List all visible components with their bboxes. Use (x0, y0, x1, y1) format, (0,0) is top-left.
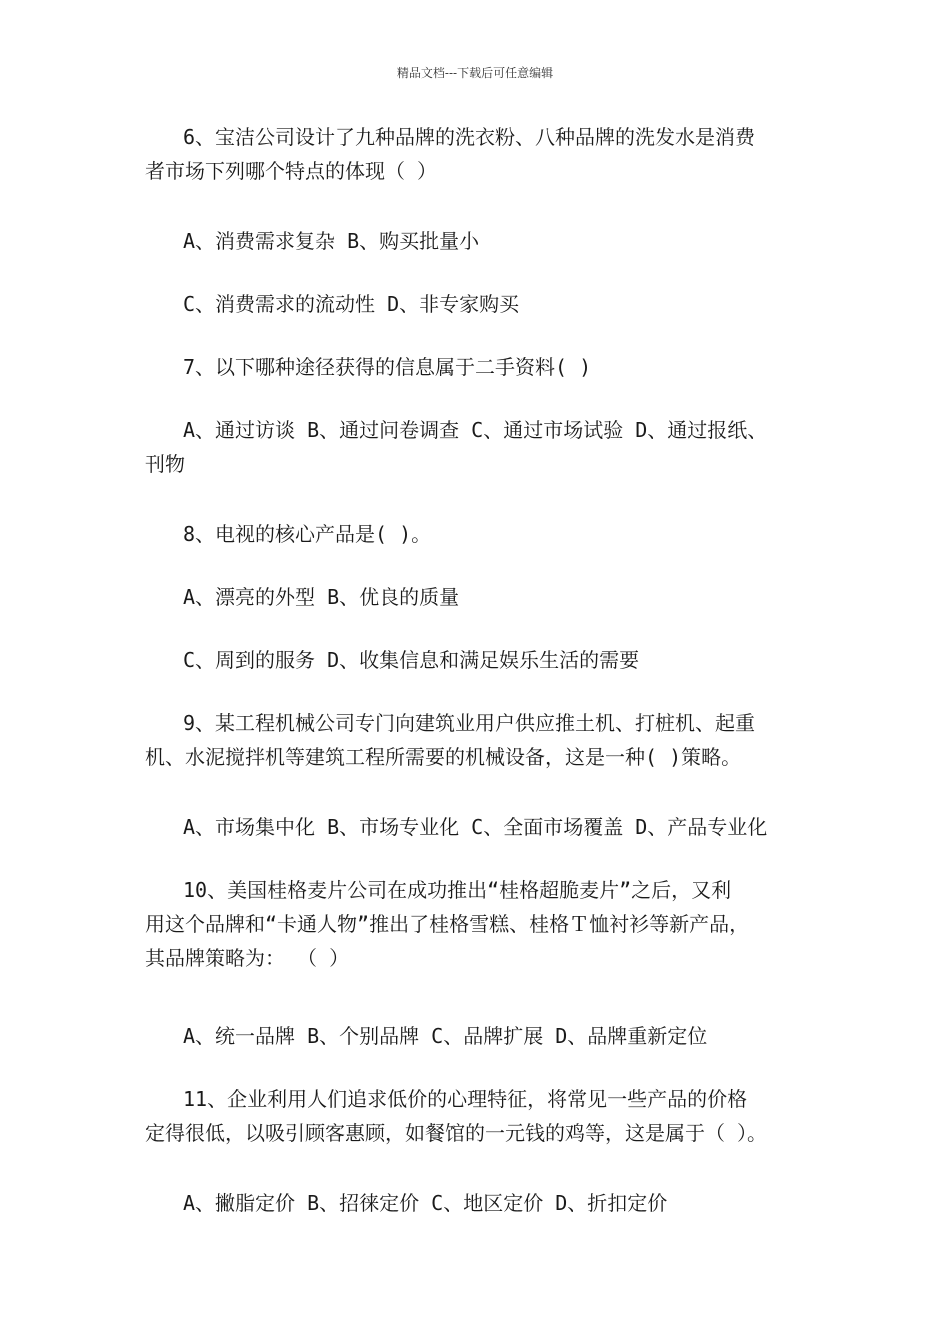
question-6-options-1: A、消费需求复杂 B、购买批量小 (183, 229, 480, 253)
question-6-options-2: C、消费需求的流动性 D、非专家购买 (183, 292, 520, 316)
question-10 (145, 873, 815, 975)
question-8: 8、电视的核心产品是( )。 (183, 522, 432, 546)
question-11-line-1: 11、企业利用人们追求低价的心理特征，将常见一些产品的价格 (183, 1087, 748, 1111)
question-10-line-3: 其品牌策略为： （ ） (145, 946, 350, 970)
question-10-line-2: 用这个品牌和“卡通人物”推出了桂格雪糕、桂格Ｔ恤衬衫等新产品， (145, 912, 750, 936)
question-6 (145, 120, 815, 188)
question-8-options-2: C、周到的服务 D、收集信息和满足娱乐生活的需要 (183, 648, 640, 672)
question-7-options-line-1: A、通过访谈 B、通过问卷调查 C、通过市场试验 D、通过报纸、 (183, 418, 768, 442)
question-11 (145, 1082, 825, 1150)
question-9-line-2: 机、水泥搅拌机等建筑工程所需要的机械设备，这是一种( )策略。 (145, 745, 742, 769)
page-header: 精品文档---下载后可任意编辑 (396, 66, 554, 80)
question-8-options-1: A、漂亮的外型 B、优良的质量 (183, 585, 460, 609)
question-7-options (145, 413, 815, 481)
question-6-line-2: 者市场下列哪个特点的体现（ ） (145, 159, 438, 183)
question-7-options-line-2: 刊物 (145, 452, 185, 476)
question-10-line-1: 10、美国桂格麦片公司在成功推出“桂格超脆麦片”之后，又利 (183, 878, 732, 902)
question-9-options: A、市场集中化 B、市场专业化 C、全面市场覆盖 D、产品专业化 (183, 815, 768, 839)
question-6-line-1: 6、宝洁公司设计了九种品牌的洗衣粉、八种品牌的洗发水是消费 (183, 125, 756, 149)
question-9 (145, 706, 815, 774)
question-10-options: A、统一品牌 B、个别品牌 C、品牌扩展 D、品牌重新定位 (183, 1024, 708, 1048)
question-11-options: A、撇脂定价 B、招徕定价 C、地区定价 D、折扣定价 (183, 1191, 668, 1215)
question-9-line-1: 9、某工程机械公司专门向建筑业用户供应推土机、打桩机、起重 (183, 711, 756, 735)
question-11-line-2: 定得很低，以吸引顾客惠顾，如餐馆的一元钱的鸡等，这是属于（ ）。 (145, 1121, 768, 1145)
question-7: 7、以下哪种途径获得的信息属于二手资料( ) (183, 355, 592, 379)
